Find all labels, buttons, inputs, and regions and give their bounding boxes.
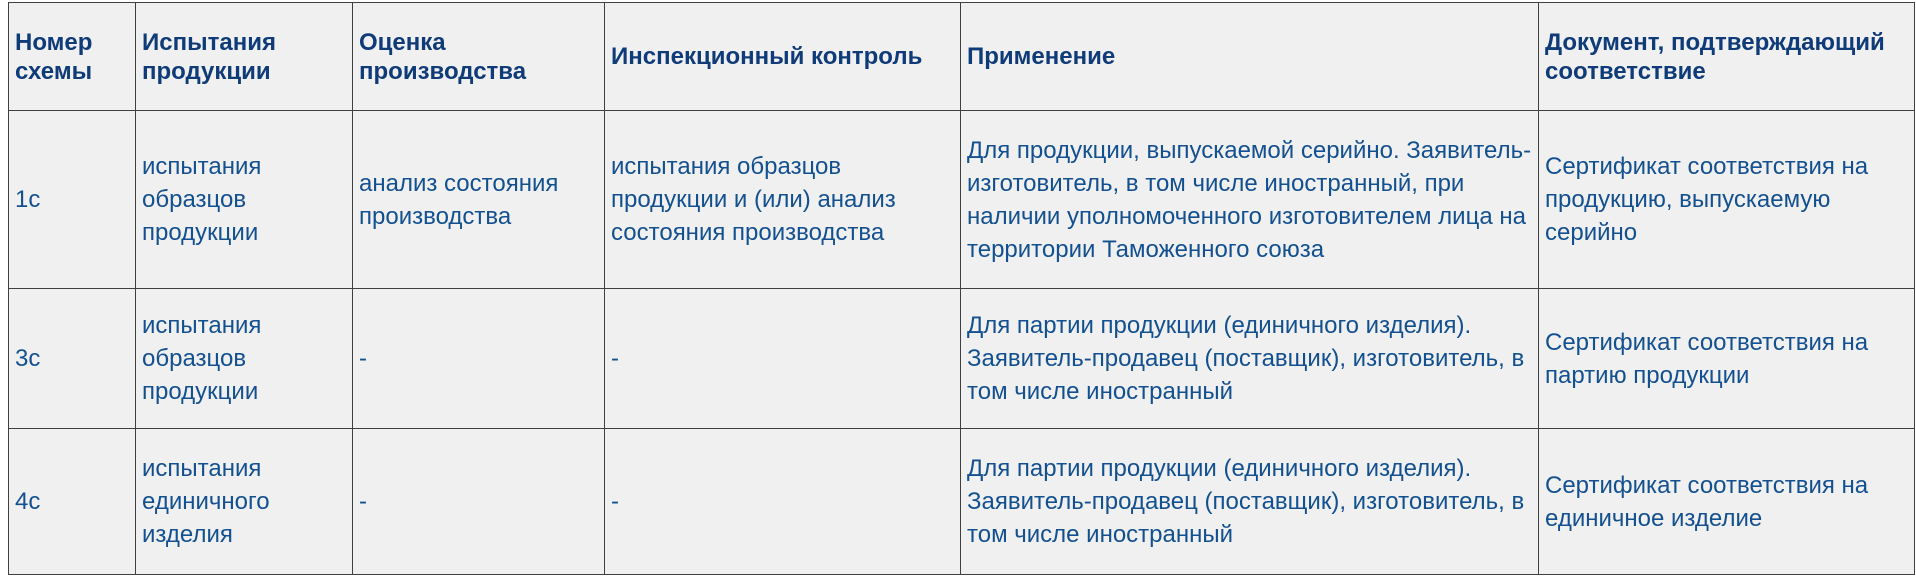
header-product-testing: Испытания продукции xyxy=(136,3,353,111)
cell-application: Для партии продукции (единичного изделия). Заявитель-продавец (поставщик), изготовитель, в том числе иностранный xyxy=(961,429,1539,575)
cell-application: Для партии продукции (единичного изделия). Заявитель-продавец (поставщик), изготовитель, в том числе иностранный xyxy=(961,289,1539,429)
table-header-row xyxy=(9,3,1915,111)
cell-document: Сертификат соответствия на партию продукции xyxy=(1539,289,1915,429)
cell-inspection: - xyxy=(605,429,961,575)
cell-testing: испытания образцов продукции xyxy=(136,289,353,429)
table-row xyxy=(9,111,1915,289)
header-application: Применение xyxy=(961,3,1539,111)
cell-inspection: испытания образцов продукции и (или) анализ состояния производства xyxy=(605,111,961,289)
header-production-assessment: Оценка производства xyxy=(353,3,605,111)
cell-production: анализ состояния производства xyxy=(353,111,605,289)
header-inspection-control: Инспекционный контроль xyxy=(605,3,961,111)
header-scheme-number: Номер схемы xyxy=(9,3,136,111)
cell-scheme: 1с xyxy=(9,111,136,289)
cell-scheme: 4с xyxy=(9,429,136,575)
cell-inspection: - xyxy=(605,289,961,429)
header-conformity-document: Документ, подтверждающий соответствие xyxy=(1539,3,1915,111)
certification-schemes-table xyxy=(8,2,1915,575)
cell-document: Сертификат соответствия на единичное изделие xyxy=(1539,429,1915,575)
table-row xyxy=(9,429,1915,575)
cell-document: Сертификат соответствия на продукцию, выпускаемую серийно xyxy=(1539,111,1915,289)
cell-testing: испытания образцов продукции xyxy=(136,111,353,289)
cell-application: Для продукции, выпускаемой серийно. Заявитель- изготовитель, в том числе иностранный, при наличии уполномоченного изготовителем лица на территории Таможенного союза xyxy=(961,111,1539,289)
table-row xyxy=(9,289,1915,429)
cell-production: - xyxy=(353,289,605,429)
cell-testing: испытания единичного изделия xyxy=(136,429,353,575)
cell-production: - xyxy=(353,429,605,575)
cell-scheme: 3с xyxy=(9,289,136,429)
